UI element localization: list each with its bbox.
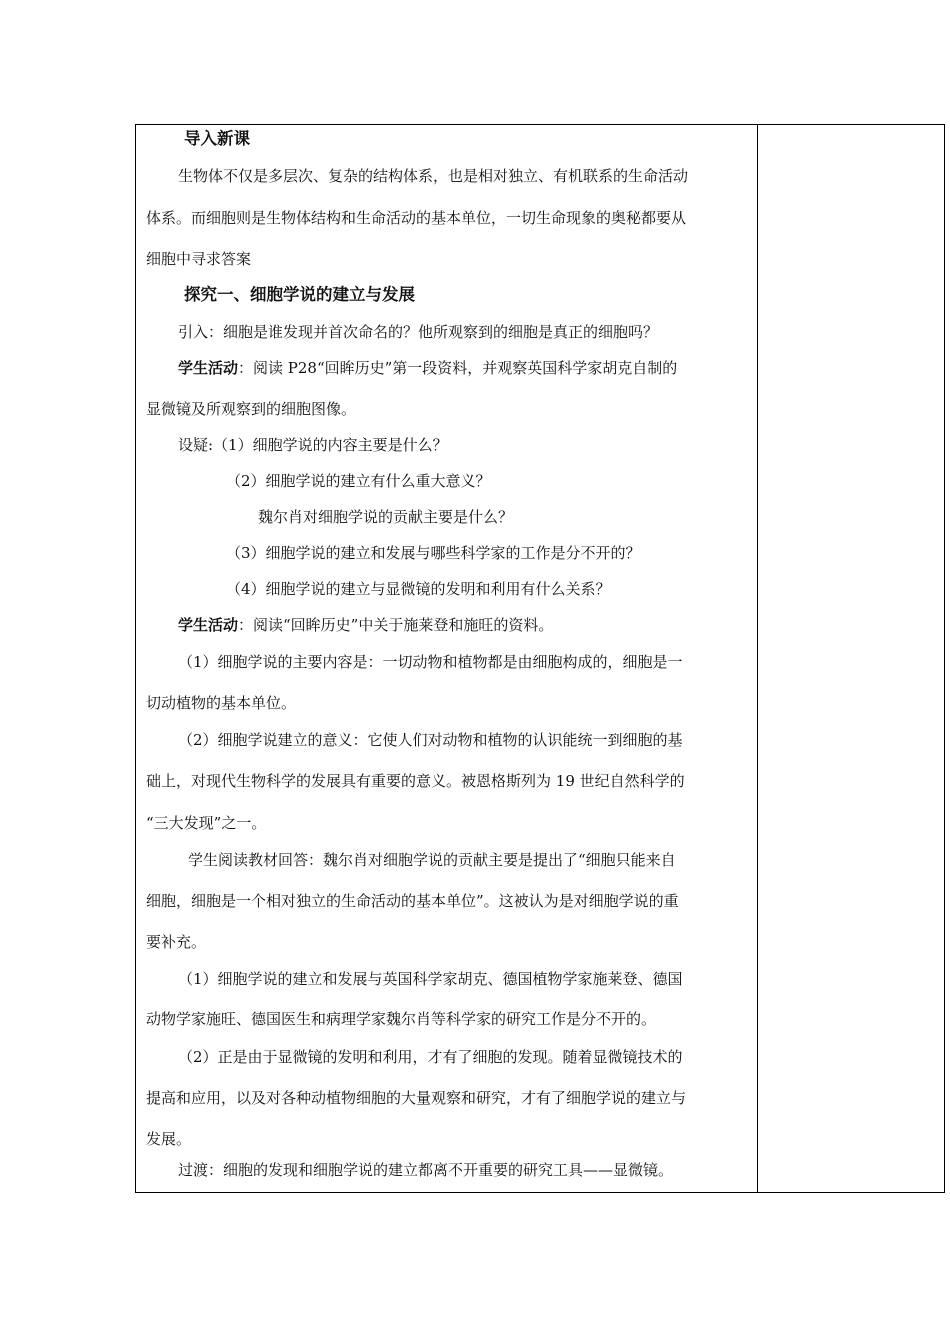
paragraph-line bbox=[178, 615, 553, 635]
paragraph-line: “三大发现”之一。 bbox=[146, 814, 267, 832]
question-line: （3）细胞学说的建立和发展与哪些科学家的工作是分不开的？ bbox=[226, 544, 641, 562]
paragraph-line: 要补充。 bbox=[146, 933, 207, 951]
activity-text: ：阅读“回眸历史”中关于施莱登和施旺的资料。 bbox=[238, 616, 554, 634]
paragraph-line: 发展。 bbox=[146, 1130, 192, 1148]
paragraph-line: 生物体不仅是多层次、复杂的结构体系，也是相对独立、有机联系的生命活动 bbox=[178, 167, 689, 185]
paragraph-line: 引入：细胞是谁发现并首次命名的？他所观察到的细胞是真正的细胞吗？ bbox=[178, 323, 659, 341]
paragraph-line: 切动植物的基本单位。 bbox=[146, 694, 297, 712]
activity-text: ：阅读 P28“回眸历史”第一段资料，并观察英国科学家胡克自制的 bbox=[238, 359, 678, 377]
paragraph-line: （2）正是由于显微镜的发明和利用，才有了细胞的发现。随着显微镜技术的 bbox=[178, 1048, 683, 1066]
paragraph-line: 学生阅读教材回答：魏尔肖对细胞学说的贡献主要是提出了“细胞只能来自 bbox=[188, 851, 676, 869]
paragraph-line: 提高和应用，以及对各种动植物细胞的大量观察和研究，才有了细胞学说的建立与 bbox=[146, 1089, 687, 1107]
question-line: （4）细胞学说的建立与显微镜的发明和利用有什么关系？ bbox=[226, 580, 611, 598]
activity-label: 学生活动 bbox=[178, 616, 239, 634]
lesson-table bbox=[135, 124, 945, 1193]
paragraph-line: 细胞中寻求答案 bbox=[146, 250, 252, 268]
paragraph-line: （1）细胞学说的建立和发展与英国科学家胡克、德国植物学家施莱登、德国 bbox=[178, 970, 683, 988]
section-heading-explore-1: 探究一、细胞学说的建立与发展 bbox=[184, 285, 415, 304]
notes-cell bbox=[758, 125, 944, 1192]
paragraph-line: 显微镜及所观察到的细胞图像。 bbox=[146, 400, 357, 418]
paragraph-line: （1）细胞学说的主要内容是：一切动物和植物都是由细胞构成的，细胞是一 bbox=[178, 653, 683, 671]
question-line: 设疑:（1）细胞学说的内容主要是什么？ bbox=[178, 436, 448, 454]
paragraph-line bbox=[178, 358, 677, 378]
paragraph-line: 细胞，细胞是一个相对独立的生命活动的基本单位”。这被认为是对细胞学说的重 bbox=[146, 892, 679, 910]
paragraph-line: （2）细胞学说建立的意义：它使人们对动物和植物的认识能统一到细胞的基 bbox=[178, 731, 683, 749]
paragraph-line: 过渡：细胞的发现和细胞学说的建立都离不开重要的研究工具——显微镜。 bbox=[178, 1161, 674, 1179]
paragraph-line: 础上，对现代生物科学的发展具有重要的意义。被恩格斯列为 19 世纪自然科学的 bbox=[146, 772, 685, 790]
paragraph-line: 动物学家施旺、德国医生和病理学家魏尔肖等科学家的研究工作是分不开的。 bbox=[146, 1010, 657, 1028]
section-heading-intro: 导入新课 bbox=[184, 129, 250, 148]
activity-label: 学生活动 bbox=[178, 359, 239, 377]
question-line: 魏尔肖对细胞学说的贡献主要是什么？ bbox=[258, 508, 514, 526]
question-line: （2）细胞学说的建立有什么重大意义？ bbox=[226, 472, 491, 490]
paragraph-line: 体系。而细胞则是生物体结构和生命活动的基本单位，一切生命现象的奥秘都要从 bbox=[146, 209, 687, 227]
